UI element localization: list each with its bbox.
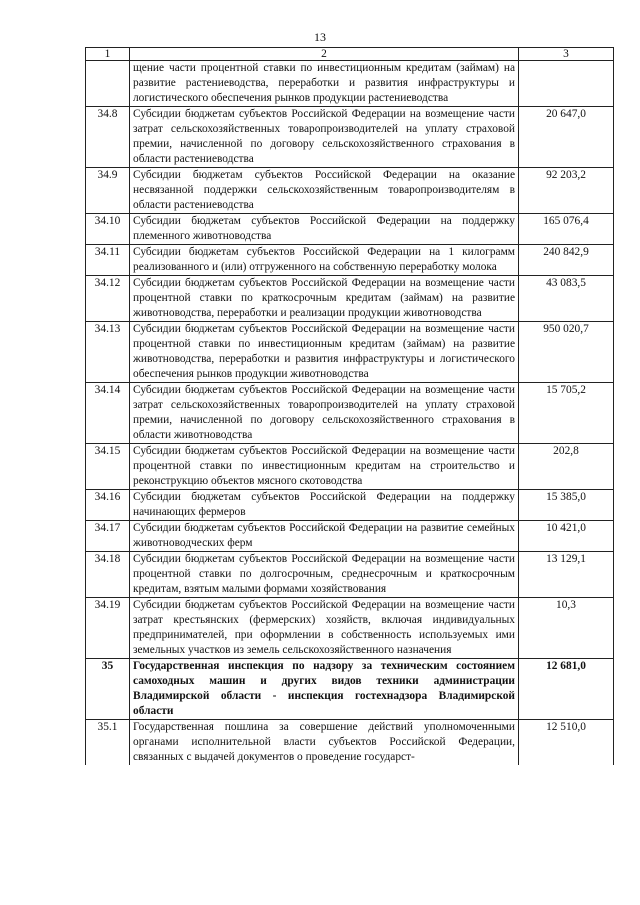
row-description-cell: Субсидии бюджетам субъектов Российской Федерации на возмещение части процентной ставки по долгосрочным, среднесрочным и краткосрочным кредитам, взятым малыми формами хозяйствования	[130, 552, 519, 598]
header-cell-description: 2	[130, 48, 519, 61]
row-description-cell: Государственная инспекция по надзору за техническим состоянием самоходных машин и других видов техники администрации Владимирской области - инспекция гостехнадзора Владимирской области	[130, 659, 519, 720]
row-number-cell: 35	[86, 659, 130, 720]
table-row	[86, 245, 614, 276]
budget-table	[85, 47, 614, 765]
row-number-cell: 34.8	[86, 107, 130, 168]
row-number-cell: 34.16	[86, 490, 130, 521]
row-description-cell: Субсидии бюджетам субъектов Российской Федерации на возмещение части затрат сельскохозяйственных товаропроизводителей на уплату страховой премии, начисленной по договору сельскохозяйственного страхования в области животноводства	[130, 383, 519, 444]
row-number-cell: 34.12	[86, 276, 130, 322]
row-amount-cell: 92 203,2	[519, 168, 614, 214]
row-description-cell: Субсидии бюджетам субъектов Российской Федерации на поддержку племенного животноводства	[130, 214, 519, 245]
page-number: 13	[314, 30, 326, 44]
row-amount-cell: 950 020,7	[519, 322, 614, 383]
row-amount-cell: 15 385,0	[519, 490, 614, 521]
table-row	[86, 659, 614, 720]
row-description-cell: Субсидии бюджетам субъектов Российской Федерации на развитие семейных животноводческих ферм	[130, 521, 519, 552]
row-number-cell: 34.15	[86, 444, 130, 490]
row-number-cell: 34.19	[86, 598, 130, 659]
table-row	[86, 444, 614, 490]
table-row	[86, 490, 614, 521]
table-row	[86, 521, 614, 552]
row-number-cell: 34.9	[86, 168, 130, 214]
table-row	[86, 552, 614, 598]
row-number-cell: 34.13	[86, 322, 130, 383]
row-amount-cell: 20 647,0	[519, 107, 614, 168]
row-description-cell: щение части процентной ставки по инвестиционным кредитам (займам) на развитие растениеводства, переработки и развития инфраструктуры и логистического обеспечения рынков продукции растениеводства	[130, 61, 519, 107]
row-amount-cell: 43 083,5	[519, 276, 614, 322]
row-description-cell: Субсидии бюджетам субъектов Российской Федерации на возмещение части процентной ставки по инвестиционным кредитам на строительство и реконструкцию объектов мясного скотоводства	[130, 444, 519, 490]
row-description-cell: Субсидии бюджетам субъектов Российской Федерации на поддержку начинающих фермеров	[130, 490, 519, 521]
table-row	[86, 720, 614, 766]
table-row	[86, 322, 614, 383]
row-description-cell: Субсидии бюджетам субъектов Российской Федерации на возмещение части процентной ставки по краткосрочным кредитам (займам) на развитие животноводства, переработки и реализации продукции животноводства	[130, 276, 519, 322]
row-description-cell: Субсидии бюджетам субъектов Российской Федерации на 1 килограмм реализованного и (или) отгруженного на собственную переработку молока	[130, 245, 519, 276]
table-row	[86, 383, 614, 444]
row-number-cell: 34.11	[86, 245, 130, 276]
row-number-cell: 34.14	[86, 383, 130, 444]
row-amount-cell: 240 842,9	[519, 245, 614, 276]
row-amount-cell: 12 681,0	[519, 659, 614, 720]
row-number-cell: 35.1	[86, 720, 130, 766]
row-description-cell: Государственная пошлина за совершение действий уполномоченными органами исполнительной власти субъектов Российской Федерации, связанных с выдачей документов о проведение государст-	[130, 720, 519, 766]
row-amount-cell: 165 076,4	[519, 214, 614, 245]
row-description-cell: Субсидии бюджетам субъектов Российской Федерации на возмещение части затрат сельскохозяйственных товаропроизводителей на уплату страховой премии, начисленной по договору сельскохозяйственного страхования в области растениеводства	[130, 107, 519, 168]
row-amount-cell	[519, 61, 614, 107]
table-row	[86, 598, 614, 659]
row-amount-cell: 10,3	[519, 598, 614, 659]
row-amount-cell: 15 705,2	[519, 383, 614, 444]
row-amount-cell: 10 421,0	[519, 521, 614, 552]
table-row	[86, 61, 614, 107]
row-number-cell: 34.18	[86, 552, 130, 598]
table-row	[86, 107, 614, 168]
row-amount-cell: 13 129,1	[519, 552, 614, 598]
header-cell-number: 1	[86, 48, 130, 61]
table-row	[86, 214, 614, 245]
row-description-cell: Субсидии бюджетам субъектов Российской Федерации на оказание несвязанной поддержки сельскохозяйственным товаропроизводителям в области растениеводства	[130, 168, 519, 214]
row-description-cell: Субсидии бюджетам субъектов Российской Федерации на возмещение части процентной ставки по инвестиционным кредитам (займам) на развитие животноводства, переработки и развития инфраструктуры и логистического обеспечения рынков продукции животноводства	[130, 322, 519, 383]
header-cell-amount: 3	[519, 48, 614, 61]
row-number-cell	[86, 61, 130, 107]
row-number-cell: 34.17	[86, 521, 130, 552]
row-amount-cell: 12 510,0	[519, 720, 614, 766]
row-description-cell: Субсидии бюджетам субъектов Российской Федерации на возмещение части затрат крестьянских (фермерских) хозяйств, включая индивидуальных предпринимателей, при оформлении в собственность используемых ими земельных участков из земель сельскохозяйственного назначения	[130, 598, 519, 659]
row-amount-cell: 202,8	[519, 444, 614, 490]
row-number-cell: 34.10	[86, 214, 130, 245]
table-header-row	[86, 48, 614, 61]
table-row	[86, 276, 614, 322]
table-row	[86, 168, 614, 214]
